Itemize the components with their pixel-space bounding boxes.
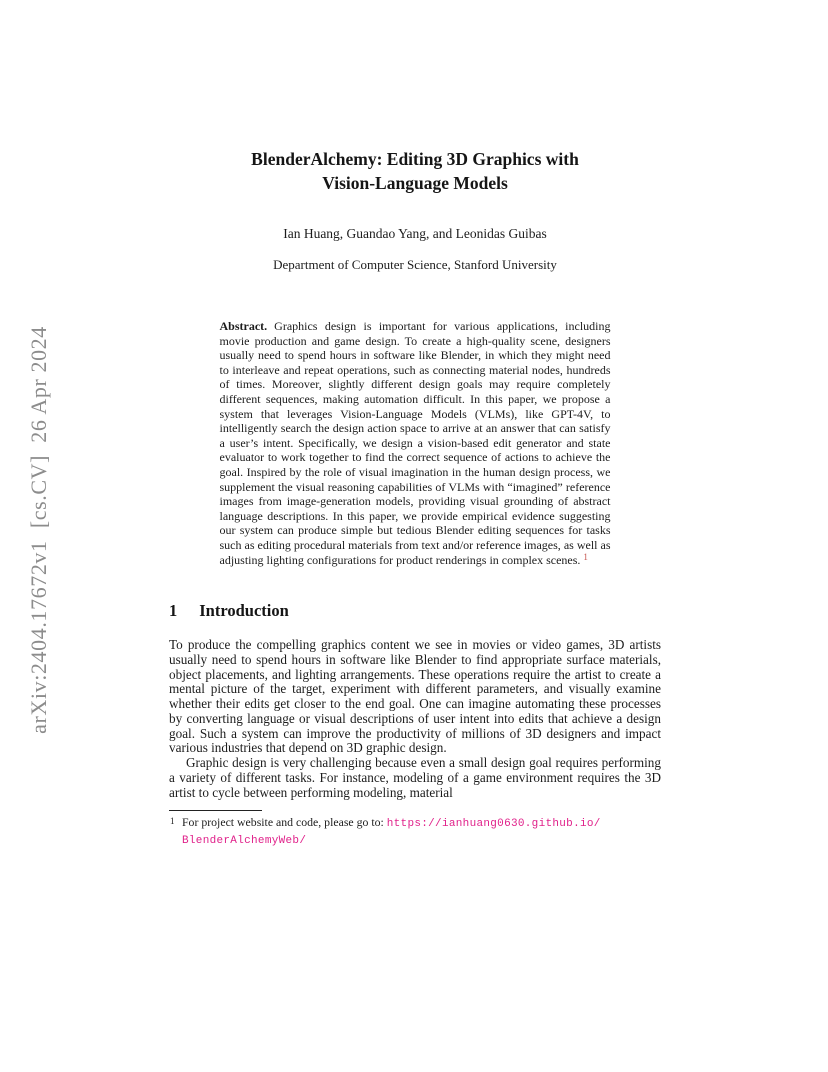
footnote-divider (169, 810, 262, 811)
abstract-label: Abstract. (219, 319, 268, 333)
footnote-text: For project website and code, please go to: (182, 815, 387, 830)
abstract-footnote-ref-link[interactable]: 1 (583, 551, 588, 562)
affiliation-line: Department of Computer Science, Stanford University (273, 257, 557, 272)
paper-title (169, 147, 661, 195)
footnote-link-line-2[interactable]: BlenderAlchemyWeb/ (182, 835, 307, 848)
section-title: Introduction (199, 601, 289, 621)
section-heading-introduction (169, 601, 661, 621)
authors-line: Ian Huang, Guandao Yang, and Leonidas Guibas (283, 226, 547, 241)
section-number: 1 (169, 601, 178, 621)
abstract-body: Graphics design is important for various applications, including movie production and game design. To create a high-quality scene, designers usually need to spend hours in software like Blender, in which they might need to interleave and repeat operations, such as connecting material nodes, hundreds of times. Moreover, slightly different design goals may require completely different sequences, making automation difficult. In this paper, we propose a system that leverages Vision-Language Models (VLMs), like GPT-4V, to intelligently search the design action space to arrive at an answer that can satisfy a user’s intent. Specifically, we design a vision-based edit generator and state evaluator to work together to find the correct sequence of actions to achieve the goal. Inspired by the role of visual imagination in the human design process, we supplement the visual reasoning capabilities of VLMs with “imagined” reference images from image-generation models, providing visual grounding of abstract language descriptions. In this paper, we provide empirical evidence suggesting our system can produce simple but tedious Blender editing sequences for tasks such as editing procedural materials from text and/or reference images, as well as adjusting lighting configurations for product renderings in complex scenes. (219, 319, 611, 567)
footnote-marker: 1 (170, 816, 175, 827)
paper-title-line-2: Vision-Language Models (322, 173, 508, 193)
intro-paragraph-2: Graphic design is very challenging because even a small design goal requires performing a variety of different tasks. For instance, modeling of a game environment requires the 3D artist to cycle between performing modeling, material (169, 755, 661, 800)
intro-paragraph-1: To produce the compelling graphics content we see in movies or video games, 3D artists usually need to spend hours in software like Blender to find appropriate surface materials, object placements, and lighting arrangements. These operations require the artist to create a mental picture of the target, experiment with different parameters, and visually examine whether their edits get closer to the end goal. One can imagine automating these processes by converting language or visual descriptions of user intent into edits that achieve a design goal. Such a system can improve the productivity of millions of 3D designers and impact various industries that depend on 3D graphic design. (169, 637, 661, 756)
footnote (169, 815, 661, 849)
abstract-block (220, 319, 611, 568)
paper-title-line-1: BlenderAlchemy: Editing 3D Graphics with (251, 149, 579, 169)
footnote-link-line-1[interactable]: https://ianhuang0630.github.io/ (386, 818, 601, 831)
paper-content-column (169, 0, 661, 849)
arxiv-watermark: arXiv:2404.17672v1 [cs.CV] 26 Apr 2024 (26, 326, 51, 734)
